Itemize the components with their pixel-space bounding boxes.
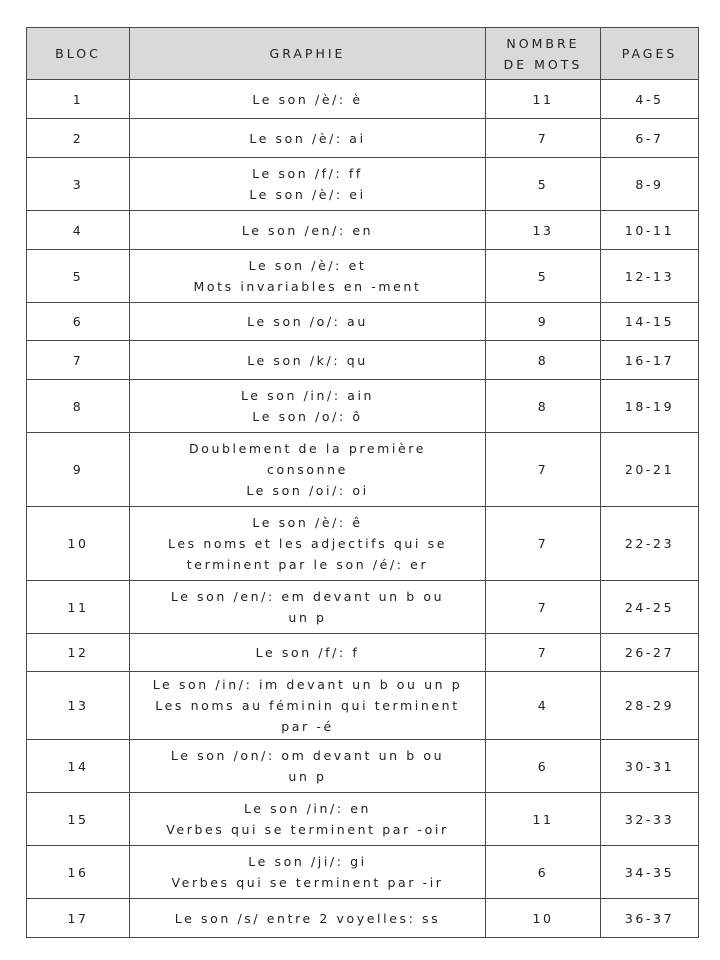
cell-bloc: 9 (27, 433, 130, 507)
table-row (27, 793, 699, 846)
graphie-line: un p (288, 610, 327, 625)
graphie-line: Le son /in/: ain (240, 388, 375, 403)
cell-graphie (130, 634, 486, 672)
cell-bloc: 1 (27, 80, 130, 119)
cell-pages: 36-37 (601, 899, 699, 938)
cell-graphie (130, 672, 486, 740)
graphie-line: Les noms au féminin qui terminent (155, 698, 460, 713)
cell-bloc: 3 (27, 158, 130, 211)
graphie-line: Verbes qui se terminent par -ir (171, 875, 444, 890)
cell-graphie (130, 740, 486, 793)
cell-bloc: 2 (27, 119, 130, 158)
graphie-line: Mots invariables en -ment (193, 279, 422, 294)
bloc-table (26, 27, 699, 938)
table-row (27, 740, 699, 793)
table-row (27, 303, 699, 341)
cell-pages: 12-13 (601, 250, 699, 303)
cell-pages: 18-19 (601, 380, 699, 433)
cell-bloc: 14 (27, 740, 130, 793)
cell-graphie (130, 507, 486, 581)
cell-bloc: 8 (27, 380, 130, 433)
cell-graphie (130, 211, 486, 250)
graphie-line: Le son /f/: ff (252, 166, 363, 181)
graphie-line: Le son /o/: au (247, 314, 368, 329)
cell-pages: 6-7 (601, 119, 699, 158)
cell-pages: 8-9 (601, 158, 699, 211)
cell-pages: 34-35 (601, 846, 699, 899)
cell-pages: 14-15 (601, 303, 699, 341)
graphie-line: Le son /è/: è (252, 91, 363, 107)
header-graphie: GRAPHIE (130, 28, 486, 80)
cell-graphie (130, 380, 486, 433)
graphie-line: Le son /in/: im devant un b ou un p (152, 677, 463, 692)
cell-graphie (130, 793, 486, 846)
cell-pages: 24-25 (601, 581, 699, 634)
table-row (27, 80, 699, 119)
cell-graphie (130, 341, 486, 380)
cell-bloc: 16 (27, 846, 130, 899)
cell-pages: 20-21 (601, 433, 699, 507)
cell-nombre-de-mots: 11 (486, 793, 601, 846)
graphie-line: Le son /è/: et (248, 258, 367, 273)
cell-nombre-de-mots: 5 (486, 250, 601, 303)
cell-bloc: 5 (27, 250, 130, 303)
table-row (27, 672, 699, 740)
table-row (27, 507, 699, 581)
table-row (27, 211, 699, 250)
cell-bloc: 15 (27, 793, 130, 846)
table-row (27, 899, 699, 938)
cell-nombre-de-mots: 8 (486, 380, 601, 433)
cell-bloc: 11 (27, 581, 130, 634)
cell-bloc: 6 (27, 303, 130, 341)
cell-pages: 16-17 (601, 341, 699, 380)
cell-bloc: 12 (27, 634, 130, 672)
cell-nombre-de-mots: 6 (486, 846, 601, 899)
cell-nombre-de-mots: 9 (486, 303, 601, 341)
cell-graphie (130, 80, 486, 119)
table-row (27, 380, 699, 433)
cell-bloc: 4 (27, 211, 130, 250)
cell-graphie (130, 250, 486, 303)
table-row (27, 119, 699, 158)
graphie-line: Le son /in/: en (243, 801, 372, 816)
cell-graphie (130, 158, 486, 211)
cell-nombre-de-mots: 8 (486, 341, 601, 380)
table-row (27, 634, 699, 672)
graphie-line: Doublement de la première (188, 441, 427, 456)
cell-graphie (130, 433, 486, 507)
cell-pages: 28-29 (601, 672, 699, 740)
header-nombre-line2: DE MOTS (503, 56, 583, 72)
cell-pages: 26-27 (601, 634, 699, 672)
cell-nombre-de-mots: 5 (486, 158, 601, 211)
graphie-line: Verbes qui se terminent par -oir (166, 822, 449, 837)
header-row (27, 28, 699, 80)
graphie-line: Le son /on/: om devant un b ou (170, 748, 445, 763)
graphie-line: Le son /è/: ê (252, 515, 363, 530)
cell-pages: 32-33 (601, 793, 699, 846)
graphie-line: Le son /ji/: gi (248, 854, 367, 869)
cell-bloc: 10 (27, 507, 130, 581)
cell-graphie (130, 303, 486, 341)
cell-graphie (130, 119, 486, 158)
cell-nombre-de-mots: 7 (486, 119, 601, 158)
cell-graphie (130, 581, 486, 634)
cell-nombre-de-mots: 6 (486, 740, 601, 793)
cell-pages: 30-31 (601, 740, 699, 793)
cell-nombre-de-mots: 10 (486, 899, 601, 938)
graphie-line: terminent par le son /é/: er (186, 557, 429, 572)
cell-graphie (130, 846, 486, 899)
cell-bloc: 7 (27, 341, 130, 380)
table-row (27, 846, 699, 899)
graphie-line: Le son /f/: f (255, 645, 360, 660)
graphie-line: Le son /s/ entre 2 voyelles: ss (174, 910, 441, 926)
table-row (27, 581, 699, 634)
table-row (27, 158, 699, 211)
cell-pages: 22-23 (601, 507, 699, 581)
cell-pages: 4-5 (601, 80, 699, 119)
cell-graphie (130, 899, 486, 938)
graphie-line: Les noms et les adjectifs qui se (168, 536, 447, 551)
header-nombre (486, 28, 601, 80)
table-row (27, 433, 699, 507)
graphie-line: Le son /en/: en (241, 222, 374, 238)
cell-nombre-de-mots: 4 (486, 672, 601, 740)
cell-pages: 10-11 (601, 211, 699, 250)
header-pages: PAGES (601, 28, 699, 80)
graphie-line: Le son /è/: ei (249, 187, 366, 202)
cell-nombre-de-mots: 7 (486, 581, 601, 634)
cell-nombre-de-mots: 11 (486, 80, 601, 119)
header-bloc: BLOC (27, 28, 130, 80)
header-nombre-line1: NOMBRE (506, 35, 580, 51)
cell-nombre-de-mots: 13 (486, 211, 601, 250)
graphie-line: consonne (267, 462, 348, 477)
cell-bloc: 13 (27, 672, 130, 740)
graphie-line: Le son /oi/: oi (246, 483, 369, 498)
cell-nombre-de-mots: 7 (486, 634, 601, 672)
cell-nombre-de-mots: 7 (486, 507, 601, 581)
graphie-line: par -é (281, 719, 334, 734)
table-body (27, 80, 699, 938)
graphie-line: Le son /è/: ai (249, 130, 366, 146)
cell-bloc: 17 (27, 899, 130, 938)
graphie-line: Le son /o/: ô (252, 409, 363, 424)
cell-nombre-de-mots: 7 (486, 433, 601, 507)
table-row (27, 250, 699, 303)
table-row (27, 341, 699, 380)
graphie-line: un p (288, 769, 327, 784)
graphie-line: Le son /en/: em devant un b ou (170, 589, 445, 604)
graphie-line: Le son /k/: qu (247, 352, 368, 368)
